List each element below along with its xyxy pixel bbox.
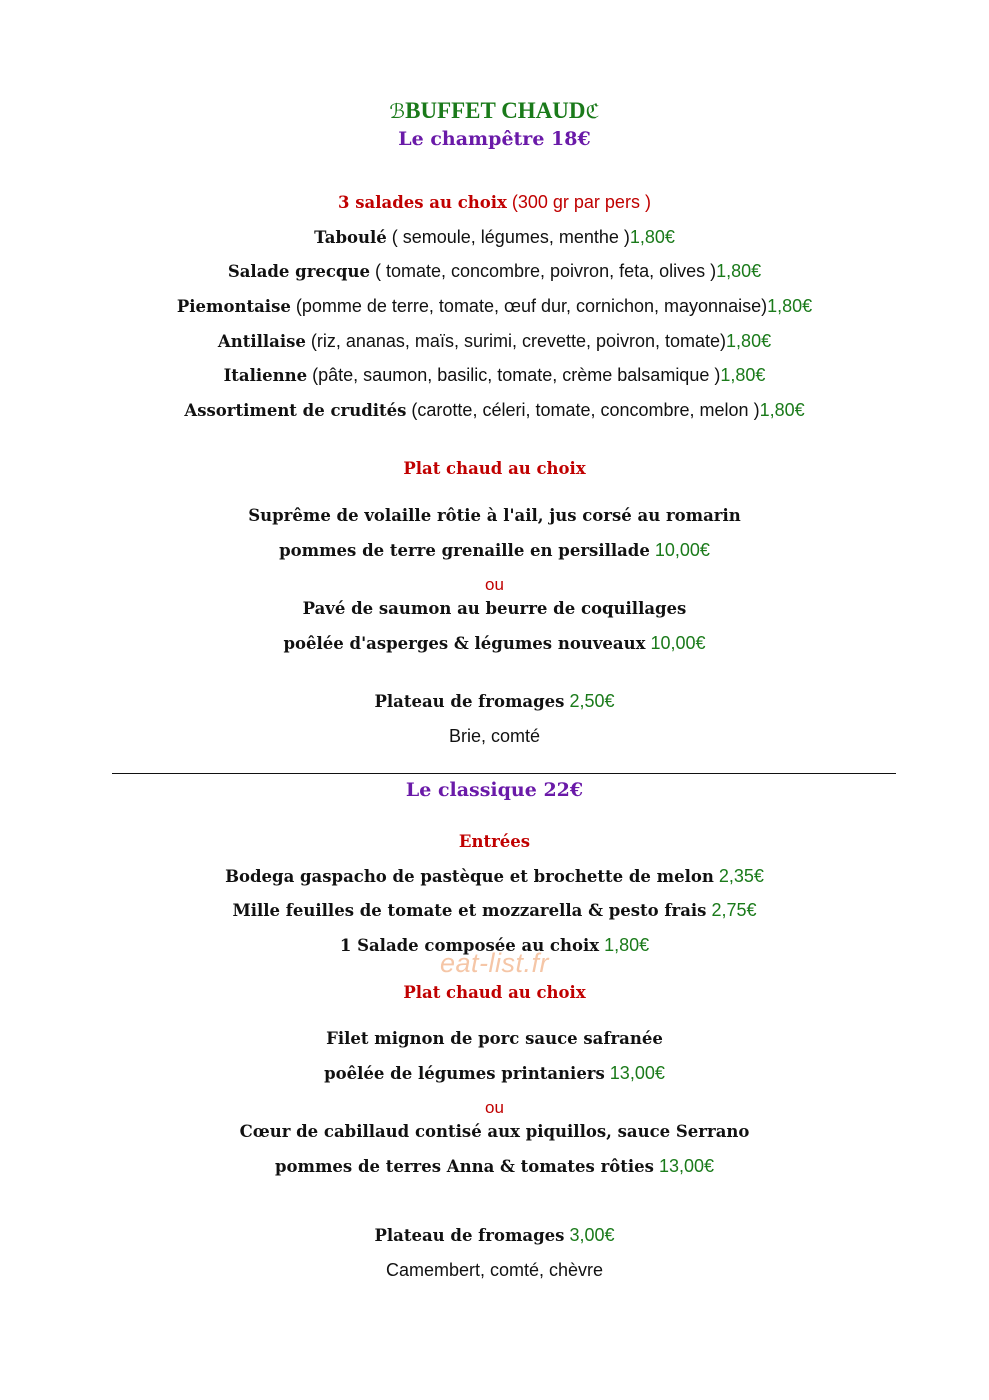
classique-title: Le classique 22€ — [405, 779, 584, 801]
watermark-logo: eat-list.fr — [439, 948, 550, 978]
salade-item: Piemontaise (pomme de terre, tomate, œuf dur, cornichon, mayonnaise)1,80€ — [176, 296, 813, 316]
entree-item: 1 Salade composée au choix 1,80€ — [339, 935, 650, 955]
fromage-line: Plateau de fromages 3,00€ — [374, 1225, 615, 1245]
plat-line: Suprême de volaille rôtie à l'ail, jus corsé au romarin — [248, 506, 741, 525]
salades-heading: 3 salades au choix (300 gr par pers ) — [338, 192, 651, 212]
salade-item: Taboulé ( semoule, légumes, menthe )1,80€ — [314, 227, 675, 247]
plat-heading: Plat chaud au choix — [403, 459, 586, 478]
salade-item: Salade grecque ( tomate, concombre, poivron, feta, olives )1,80€ — [227, 261, 762, 281]
menu-title — [0, 98, 989, 124]
plat-heading: Plat chaud au choix — [403, 983, 586, 1002]
plat-line: pommes de terres Anna & tomates rôties 13,00€ — [274, 1156, 715, 1176]
section-divider — [112, 773, 896, 774]
or-separator: ou — [485, 575, 504, 594]
entree-item: Mille feuilles de tomate et mozzarella & pesto frais 2,75€ — [232, 900, 757, 920]
ornament-left-icon: ℬ — [389, 99, 406, 123]
or-separator: ou — [485, 1098, 504, 1117]
fromage-desc: Brie, comté — [448, 726, 541, 746]
entree-item: Bodega gaspacho de pastèque et brochette de melon 2,35€ — [225, 866, 764, 886]
salade-item: Antillaise (riz, ananas, maïs, surimi, crevette, poivron, tomate)1,80€ — [217, 331, 772, 351]
ornament-right-icon: ℭ — [585, 99, 600, 123]
salade-item: Assortiment de crudités (carotte, céleri, tomate, concombre, melon )1,80€ — [184, 400, 805, 420]
plat-line: Filet mignon de porc sauce safranée — [326, 1029, 663, 1048]
plat-line: poêlée d'asperges & légumes nouveaux 10,00€ — [283, 633, 706, 653]
fromage-desc: Camembert, comté, chèvre — [385, 1260, 604, 1280]
champetre-title: Le champêtre 18€ — [398, 128, 591, 150]
fromage-line: Plateau de fromages 2,50€ — [374, 691, 615, 711]
entrees-heading: Entrées — [458, 832, 531, 851]
plat-line: Pavé de saumon au beurre de coquillages — [302, 599, 687, 618]
title-text: BUFFET CHAUD — [405, 98, 586, 123]
plat-line: Cœur de cabillaud contisé aux piquillos, sauce Serrano — [239, 1122, 750, 1141]
plat-line: pommes de terre grenaille en persillade 10,00€ — [279, 540, 710, 560]
salade-item: Italienne (pâte, saumon, basilic, tomate, crème balsamique )1,80€ — [223, 365, 766, 385]
plat-line: poêlée de légumes printaniers 13,00€ — [324, 1063, 665, 1083]
